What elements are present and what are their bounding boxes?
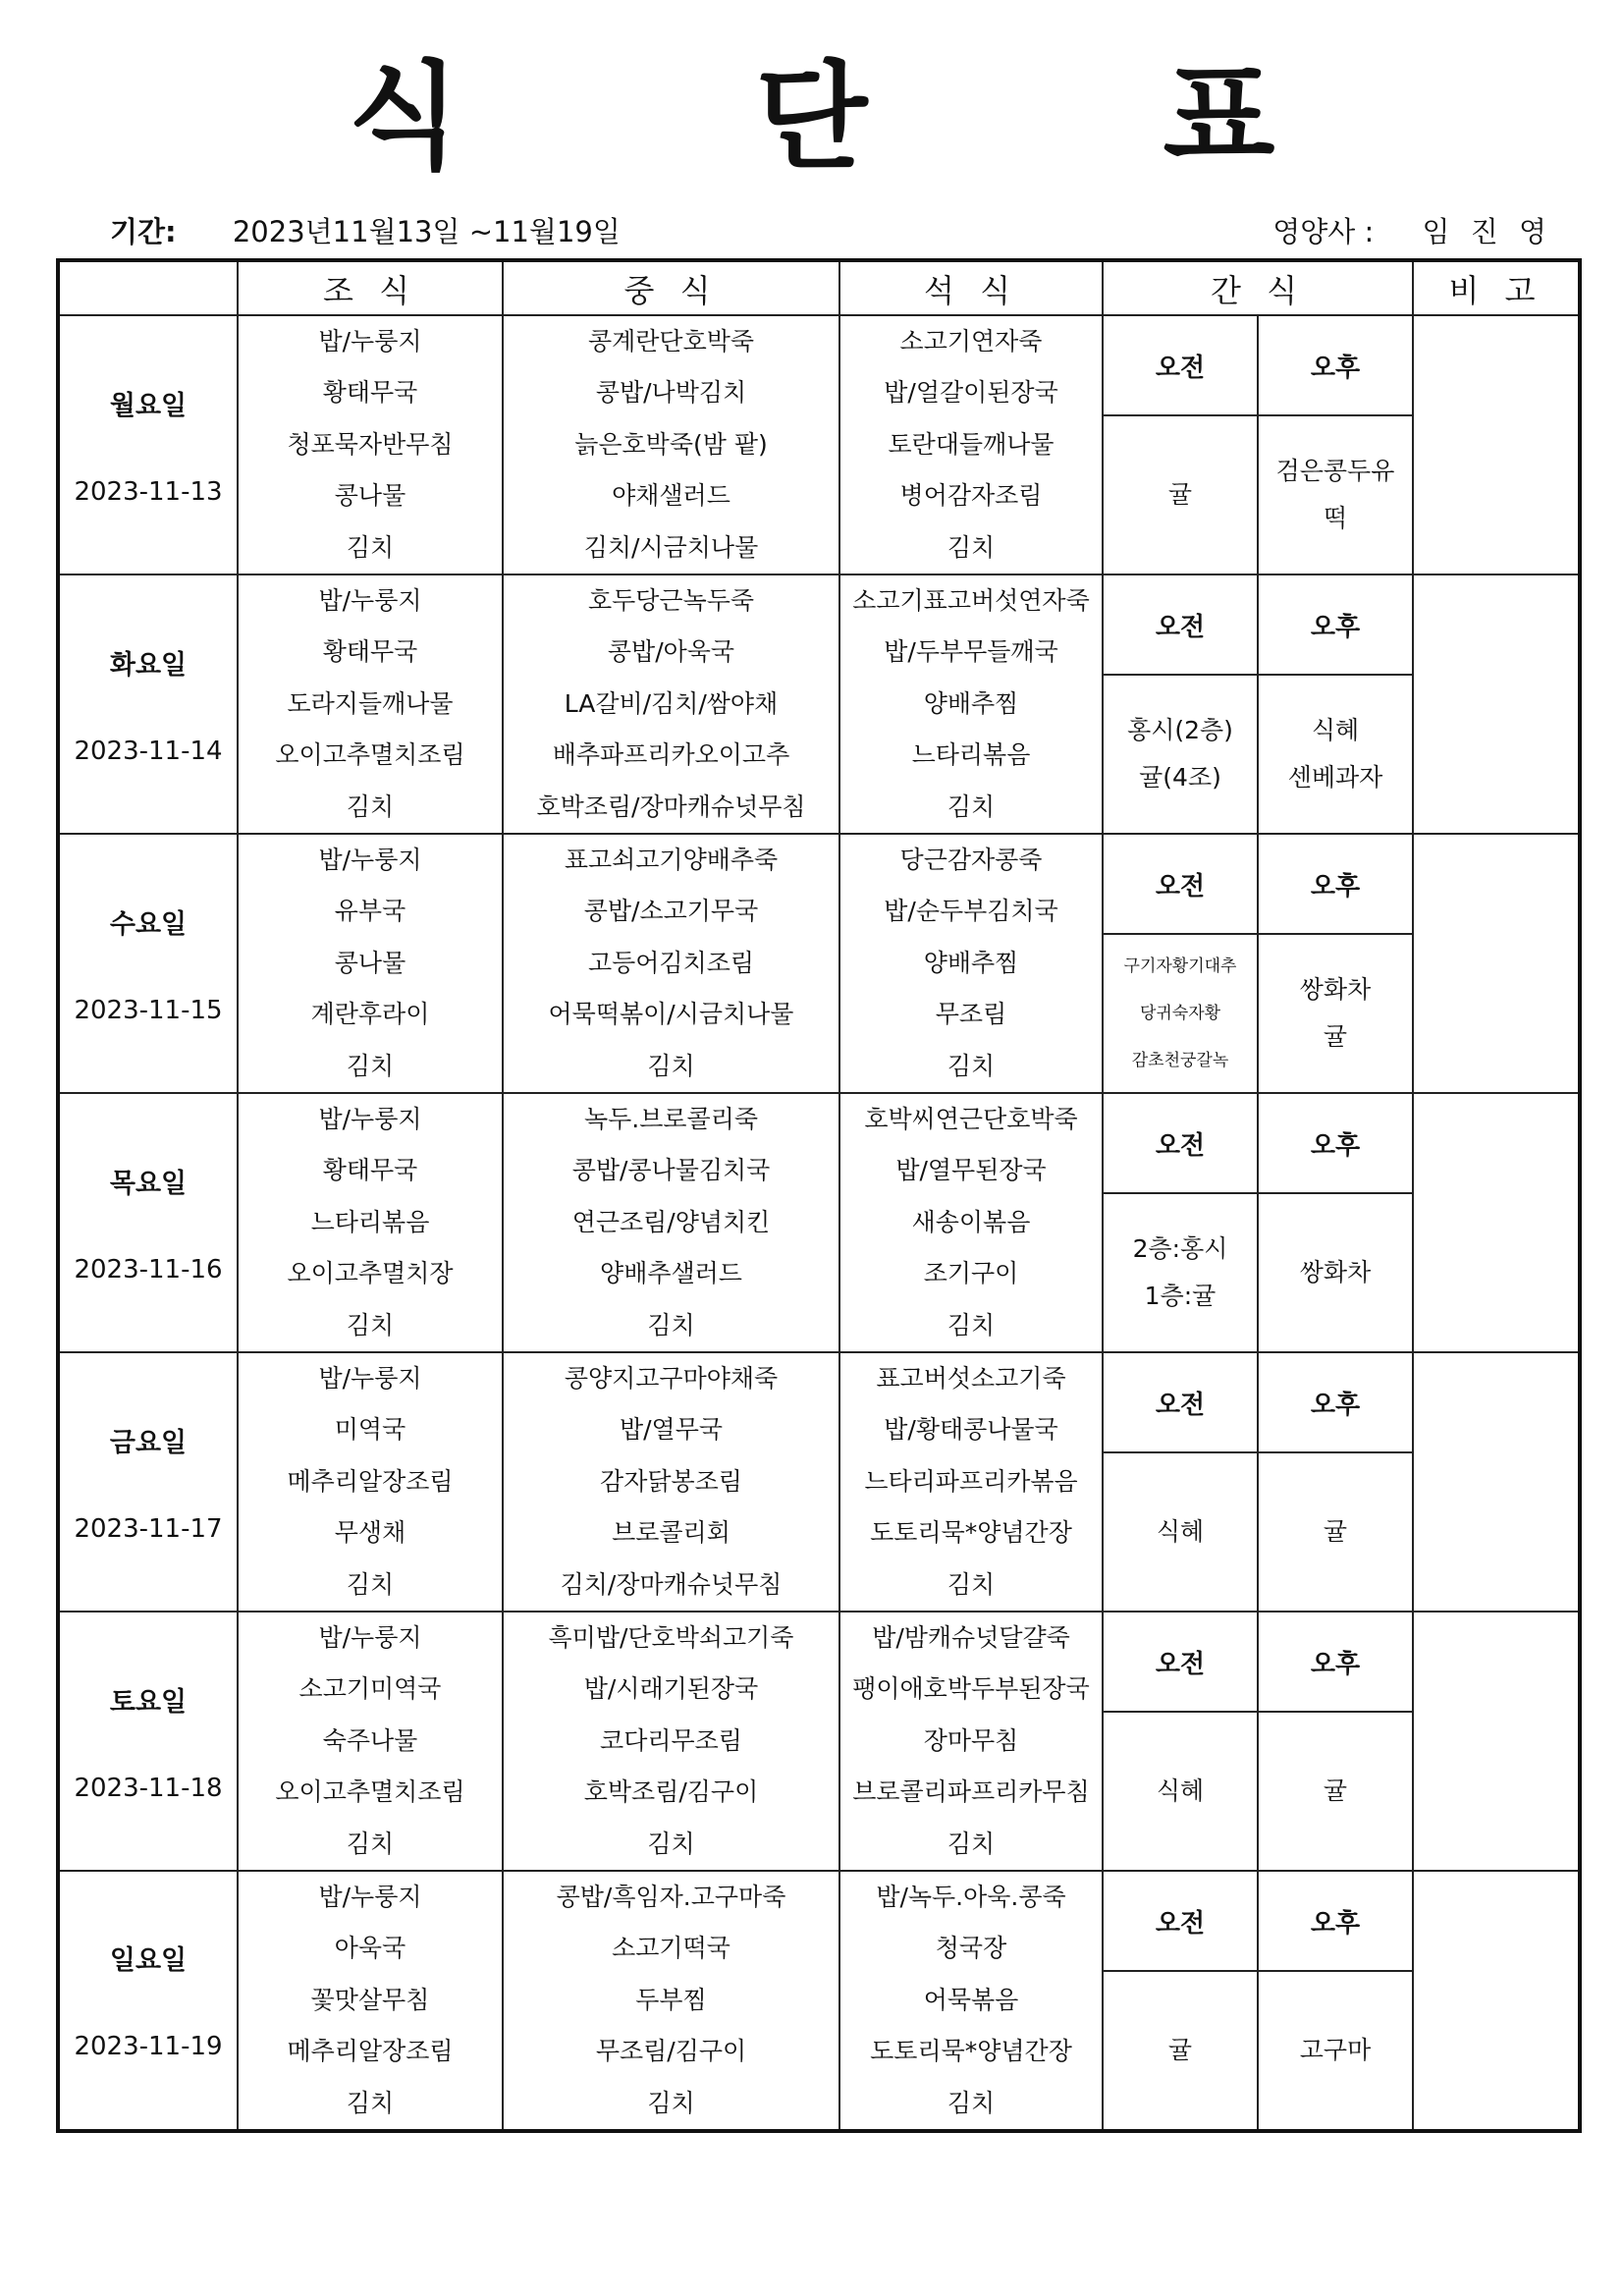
- snack-am-item: 1층:귤: [1144, 1282, 1217, 1310]
- snack-pm: [1257, 1713, 1412, 1870]
- lunch-item: 콩밥/흑임자.고구마죽: [556, 1883, 786, 1911]
- dinner-item: 어묵볶음: [923, 1985, 1019, 2014]
- breakfast-item: 유부국: [334, 897, 406, 926]
- dinner-item: 김치: [947, 2088, 996, 2117]
- snack-body: [1104, 416, 1412, 574]
- lunch-item: 호박조림/김구이: [583, 1777, 759, 1807]
- snack-head: [1104, 575, 1412, 676]
- dinner-item: 장마무침: [923, 1725, 1019, 1755]
- breakfast-item: 밥/누룽지: [318, 1105, 422, 1133]
- snack-head: [1104, 316, 1412, 416]
- breakfast-item: 청포묵자반무침: [287, 429, 454, 459]
- lunch-item: 고등어김치조림: [587, 948, 755, 977]
- snack-am-item: 당귀숙자황: [1139, 1004, 1221, 1023]
- lunch-item: 콩양지고구마야채죽: [564, 1364, 779, 1393]
- breakfast-item: 김치: [346, 1569, 395, 1599]
- day-date: 2023-11-15: [74, 995, 223, 1025]
- dinner-cell: [839, 1093, 1103, 1352]
- note-cell: [1413, 1871, 1580, 2131]
- lunch-item: 어묵떡볶이/시금치나물: [548, 1000, 794, 1029]
- breakfast-item: 황태무국: [322, 378, 418, 408]
- note-cell: [1413, 834, 1580, 1093]
- snack-head: [1104, 1613, 1412, 1713]
- menu-table: [56, 258, 1582, 2133]
- snack-am-item: 식혜: [1156, 1777, 1205, 1805]
- lunch-item: 호두당근녹두죽: [587, 586, 755, 615]
- day-name: 일요일: [109, 1945, 188, 1977]
- dinner-cell: [839, 834, 1103, 1093]
- breakfast-item: 오이고추멸치조림: [275, 740, 465, 770]
- lunch-item: 연근조림/양념치킨: [571, 1207, 771, 1236]
- day-row: [58, 574, 1580, 834]
- snack-pm-item: 떡: [1323, 504, 1348, 532]
- breakfast-cell: [238, 1093, 503, 1352]
- snack-cell: [1103, 1352, 1413, 1612]
- snack-pm-item: 쌍화차: [1299, 1258, 1372, 1286]
- breakfast-item: 오이고추멸치조림: [275, 1777, 465, 1807]
- dinner-item: 밥/순두부김치국: [884, 897, 1058, 926]
- snack-pm: [1257, 935, 1412, 1092]
- breakfast-item: 숙주나물: [322, 1725, 418, 1755]
- day-cell: [58, 1871, 238, 2131]
- snack-grid: [1104, 575, 1412, 833]
- breakfast-cell: [238, 834, 503, 1093]
- day-name: 목요일: [109, 1168, 188, 1199]
- snack-grid: [1104, 835, 1412, 1092]
- breakfast-cell: [238, 315, 503, 574]
- snack-pm-item: 쌍화차: [1299, 975, 1372, 1004]
- header-snack: 간 식: [1103, 260, 1413, 315]
- day-cell: [58, 1612, 238, 1871]
- breakfast-item: 메추리알장조림: [287, 1466, 454, 1496]
- lunch-item: 코다리무조림: [600, 1725, 742, 1755]
- day-cell: [58, 834, 238, 1093]
- breakfast-item: 아욱국: [334, 1934, 406, 1963]
- snack-body: [1104, 1972, 1412, 2129]
- snack-am-label: 오전: [1155, 1130, 1206, 1161]
- note-cell: [1413, 315, 1580, 574]
- dinner-cell: [839, 1612, 1103, 1871]
- dinner-cell: [839, 315, 1103, 574]
- lunch-item: 김치: [647, 1829, 695, 1858]
- breakfast-item: 밥/누룽지: [318, 1623, 422, 1652]
- dinner-item: 도토리묵*양념간장: [870, 1518, 1072, 1548]
- lunch-item: 감자닭봉조림: [600, 1466, 742, 1496]
- snack-am-label: 오전: [1155, 1908, 1206, 1939]
- snack-am-label: 오전: [1155, 1390, 1206, 1420]
- lunch-cell: [503, 1612, 839, 1871]
- dietitian-label: 영양사 :: [1272, 215, 1375, 248]
- snack-am: [1104, 676, 1257, 833]
- snack-grid: [1104, 316, 1412, 574]
- snack-am-label: 오전: [1155, 1649, 1206, 1679]
- breakfast-item: 황태무국: [322, 1156, 418, 1185]
- page-title: 식 단 표: [348, 49, 1403, 185]
- day-row: [58, 1871, 1580, 2131]
- dietitian: [1272, 210, 1552, 250]
- snack-head: [1104, 1872, 1412, 1972]
- breakfast-item: 계란후라이: [310, 1000, 430, 1029]
- snack-head: [1104, 1353, 1412, 1453]
- lunch-item: 김치/장마캐슈넛무침: [560, 1569, 783, 1599]
- lunch-item: 밥/시래기된장국: [583, 1674, 759, 1704]
- day-date: 2023-11-13: [74, 476, 223, 507]
- lunch-cell: [503, 834, 839, 1093]
- breakfast-item: 김치: [346, 2088, 395, 2117]
- breakfast-cell: [238, 1612, 503, 1871]
- day-date: 2023-11-18: [74, 1773, 223, 1803]
- dinner-item: 팽이애호박두부된장국: [852, 1674, 1090, 1704]
- breakfast-item: 김치: [346, 532, 395, 562]
- lunch-item: 밥/열무국: [619, 1415, 724, 1445]
- period-label: 기간:: [110, 215, 177, 248]
- header-day: [58, 260, 238, 315]
- breakfast-cell: [238, 574, 503, 834]
- snack-cell: [1103, 1093, 1413, 1352]
- breakfast-item: 김치: [346, 1051, 395, 1080]
- snack-pm: [1257, 1972, 1412, 2129]
- snack-pm-item: 귤: [1323, 1517, 1348, 1546]
- dinner-item: 토란대들깨나물: [888, 429, 1055, 459]
- lunch-item: LA갈비/김치/쌈야채: [564, 688, 779, 718]
- snack-pm-item: 식혜: [1311, 716, 1360, 744]
- lunch-cell: [503, 574, 839, 834]
- snack-pm-label: 오후: [1257, 1353, 1412, 1451]
- lunch-item: 소고기떡국: [612, 1934, 730, 1963]
- day-name: 화요일: [109, 649, 188, 681]
- dinner-item: 김치: [947, 1310, 996, 1339]
- lunch-item: 양배추샐러드: [600, 1259, 742, 1288]
- note-cell: [1413, 574, 1580, 834]
- breakfast-item: 메추리알장조림: [287, 2037, 454, 2066]
- dinner-item: 밥/얼갈이된장국: [884, 378, 1058, 408]
- snack-am-item: 귤: [1167, 2035, 1193, 2064]
- snack-pm: [1257, 676, 1412, 833]
- snack-am-item: 홍시(2층): [1127, 716, 1233, 744]
- snack-body: [1104, 935, 1412, 1092]
- snack-body: [1104, 1713, 1412, 1870]
- dinner-cell: [839, 1352, 1103, 1612]
- lunch-item: 야채샐러드: [612, 481, 730, 511]
- dinner-item: 소고기연자죽: [899, 327, 1043, 355]
- breakfast-cell: [238, 1352, 503, 1612]
- dinner-item: 김치: [947, 1829, 996, 1858]
- snack-grid: [1104, 1872, 1412, 2129]
- snack-cell: [1103, 1612, 1413, 1871]
- lunch-item: 콩밥/콩나물김치국: [571, 1156, 771, 1185]
- snack-grid: [1104, 1613, 1412, 1870]
- lunch-item: 콩밥/소고기무국: [583, 897, 759, 926]
- snack-head: [1104, 835, 1412, 935]
- lunch-cell: [503, 1871, 839, 2131]
- lunch-item: 김치: [647, 2088, 695, 2117]
- day-date: 2023-11-16: [74, 1254, 223, 1285]
- snack-am-label: 오전: [1155, 612, 1206, 642]
- snack-am: [1104, 416, 1257, 574]
- snack-body: [1104, 1453, 1412, 1611]
- snack-am-item: 귤(4조): [1139, 763, 1221, 792]
- breakfast-item: 밥/누룽지: [318, 846, 422, 874]
- snack-pm-label: 오후: [1257, 835, 1412, 933]
- snack-am: [1104, 935, 1257, 1092]
- dinner-item: 양배추찜: [923, 948, 1019, 977]
- dinner-item: 김치: [947, 792, 996, 821]
- lunch-item: 호박조림/장마캐슈넛무침: [536, 792, 806, 821]
- dinner-item: 호박씨연근단호박죽: [864, 1105, 1078, 1133]
- day-cell: [58, 1093, 238, 1352]
- lunch-item: 콩계란단호박죽: [587, 327, 755, 355]
- snack-pm-item: 고구마: [1299, 2035, 1372, 2064]
- dinner-item: 브로콜리파프리카무침: [852, 1777, 1090, 1807]
- lunch-item: 녹두.브로콜리죽: [584, 1105, 758, 1133]
- snack-pm-item: 귤: [1323, 1022, 1348, 1051]
- lunch-item: 콩밥/나박김치: [595, 378, 747, 408]
- snack-pm: [1257, 416, 1412, 574]
- snack-body: [1104, 676, 1412, 833]
- note-cell: [1413, 1612, 1580, 1871]
- day-date: 2023-11-19: [74, 2032, 223, 2062]
- period: [110, 210, 621, 250]
- breakfast-item: 콩나물: [334, 948, 406, 977]
- breakfast-item: 밥/누룽지: [318, 1364, 422, 1393]
- day-date: 2023-11-17: [74, 1513, 223, 1544]
- snack-am-item: 귤: [1167, 480, 1193, 509]
- lunch-item: 두부찜: [635, 1985, 707, 2014]
- lunch-item: 표고쇠고기양배추죽: [564, 846, 779, 874]
- dinner-item: 느타리파프리카볶음: [864, 1466, 1078, 1496]
- breakfast-item: 김치: [346, 792, 395, 821]
- lunch-item: 김치: [647, 1310, 695, 1339]
- lunch-item: 김치/시금치나물: [583, 532, 759, 562]
- snack-pm-label: 오후: [1257, 1094, 1412, 1192]
- dinner-item: 김치: [947, 1051, 996, 1080]
- lunch-cell: [503, 1093, 839, 1352]
- dinner-item: 병어감자조림: [899, 481, 1043, 511]
- header-breakfast: 조 식: [238, 260, 503, 315]
- lunch-item: 브로콜리회: [612, 1518, 730, 1548]
- snack-grid: [1104, 1353, 1412, 1611]
- day-cell: [58, 315, 238, 574]
- day-row: [58, 1352, 1580, 1612]
- dinner-cell: [839, 1871, 1103, 2131]
- dinner-item: 새송이볶음: [911, 1207, 1031, 1236]
- snack-body: [1104, 1194, 1412, 1351]
- dinner-item: 밥/열무된장국: [895, 1156, 1047, 1185]
- dinner-item: 양배추찜: [923, 688, 1019, 718]
- day-row: [58, 315, 1580, 574]
- day-name: 수요일: [109, 908, 188, 940]
- breakfast-item: 밥/누룽지: [318, 1883, 422, 1911]
- snack-am-label: 오전: [1155, 871, 1206, 902]
- breakfast-item: 김치: [346, 1310, 395, 1339]
- snack-am: [1104, 1453, 1257, 1611]
- dinner-item: 무조림: [935, 1000, 1007, 1029]
- header-note: 비 고: [1413, 260, 1580, 315]
- note-cell: [1413, 1352, 1580, 1612]
- snack-cell: [1103, 834, 1413, 1093]
- snack-cell: [1103, 315, 1413, 574]
- header-lunch: 중 식: [503, 260, 839, 315]
- snack-am: [1104, 1713, 1257, 1870]
- snack-pm-label: 오후: [1257, 316, 1412, 414]
- breakfast-item: 무생채: [334, 1518, 406, 1548]
- snack-pm-label: 오후: [1257, 1872, 1412, 1970]
- snack-pm-item: 귤: [1323, 1777, 1348, 1805]
- snack-pm-item: 센베과자: [1287, 763, 1383, 792]
- day-cell: [58, 1352, 238, 1612]
- day-date: 2023-11-14: [74, 736, 223, 766]
- breakfast-item: 소고기미역국: [298, 1674, 442, 1704]
- day-name: 금요일: [109, 1427, 188, 1458]
- day-row: [58, 1612, 1580, 1871]
- snack-head: [1104, 1094, 1412, 1194]
- snack-am-item: 식혜: [1156, 1517, 1205, 1546]
- breakfast-item: 느타리볶음: [310, 1207, 430, 1236]
- snack-pm-label: 오후: [1257, 575, 1412, 674]
- day-name: 월요일: [109, 390, 188, 421]
- lunch-item: 배추파프리카오이고추: [552, 740, 790, 770]
- snack-am-label: 오전: [1155, 353, 1206, 383]
- period-value: 2023년11월13일 ~11월19일: [232, 215, 621, 248]
- day-name: 토요일: [109, 1686, 188, 1718]
- breakfast-cell: [238, 1871, 503, 2131]
- dinner-item: 소고기표고버섯연자죽: [852, 586, 1090, 615]
- snack-cell: [1103, 1871, 1413, 2131]
- dinner-item: 당근감자콩죽: [899, 846, 1043, 874]
- dinner-item: 밥/두부무들깨국: [884, 637, 1058, 667]
- breakfast-item: 콩나물: [334, 481, 406, 511]
- lunch-cell: [503, 315, 839, 574]
- dinner-item: 느타리볶음: [911, 740, 1031, 770]
- dinner-item: 밥/황태콩나물국: [884, 1415, 1058, 1445]
- dinner-item: 김치: [947, 532, 996, 562]
- snack-am-item: 2층:홍시: [1132, 1234, 1228, 1263]
- snack-pm-item: 검은콩두유: [1275, 457, 1395, 485]
- dinner-item: 밥/밤캐슈넛달걀죽: [872, 1623, 1070, 1652]
- dinner-cell: [839, 574, 1103, 834]
- dinner-item: 표고버섯소고기죽: [876, 1364, 1066, 1393]
- breakfast-item: 김치: [346, 1829, 395, 1858]
- dinner-item: 김치: [947, 1569, 996, 1599]
- dinner-item: 청국장: [935, 1934, 1007, 1963]
- breakfast-item: 도라지들깨나물: [287, 688, 454, 718]
- day-row: [58, 1093, 1580, 1352]
- snack-am-item: 감초천궁갈녹: [1131, 1051, 1229, 1070]
- lunch-item: 늙은호박죽(밤 팥): [574, 429, 768, 459]
- lunch-item: 김치: [647, 1051, 695, 1080]
- snack-pm-label: 오후: [1257, 1613, 1412, 1711]
- breakfast-item: 미역국: [334, 1415, 406, 1445]
- day-row: [58, 834, 1580, 1093]
- lunch-item: 무조림/김구이: [595, 2037, 747, 2066]
- dinner-item: 밥/녹두.아욱.콩죽: [876, 1883, 1066, 1911]
- dinner-item: 도토리묵*양념간장: [870, 2037, 1072, 2066]
- dinner-item: 조기구이: [923, 1259, 1019, 1288]
- snack-am: [1104, 1194, 1257, 1351]
- breakfast-item: 오이고추멸치장: [287, 1259, 454, 1288]
- snack-cell: [1103, 574, 1413, 834]
- breakfast-item: 밥/누룽지: [318, 327, 422, 355]
- breakfast-item: 꽃맛살무침: [310, 1985, 430, 2014]
- lunch-item: 흑미밥/단호박쇠고기죽: [548, 1623, 794, 1652]
- note-cell: [1413, 1093, 1580, 1352]
- breakfast-item: 황태무국: [322, 637, 418, 667]
- header-row: [58, 260, 1580, 315]
- header-dinner: 석 식: [839, 260, 1103, 315]
- day-cell: [58, 574, 238, 834]
- lunch-cell: [503, 1352, 839, 1612]
- dietitian-name: 임 진 영: [1422, 215, 1552, 248]
- snack-grid: [1104, 1094, 1412, 1351]
- breakfast-item: 밥/누룽지: [318, 586, 422, 615]
- snack-pm: [1257, 1194, 1412, 1351]
- lunch-item: 콩밥/아욱국: [607, 637, 735, 667]
- snack-am: [1104, 1972, 1257, 2129]
- snack-am-item: 구기자황기대추: [1123, 957, 1237, 976]
- snack-pm: [1257, 1453, 1412, 1611]
